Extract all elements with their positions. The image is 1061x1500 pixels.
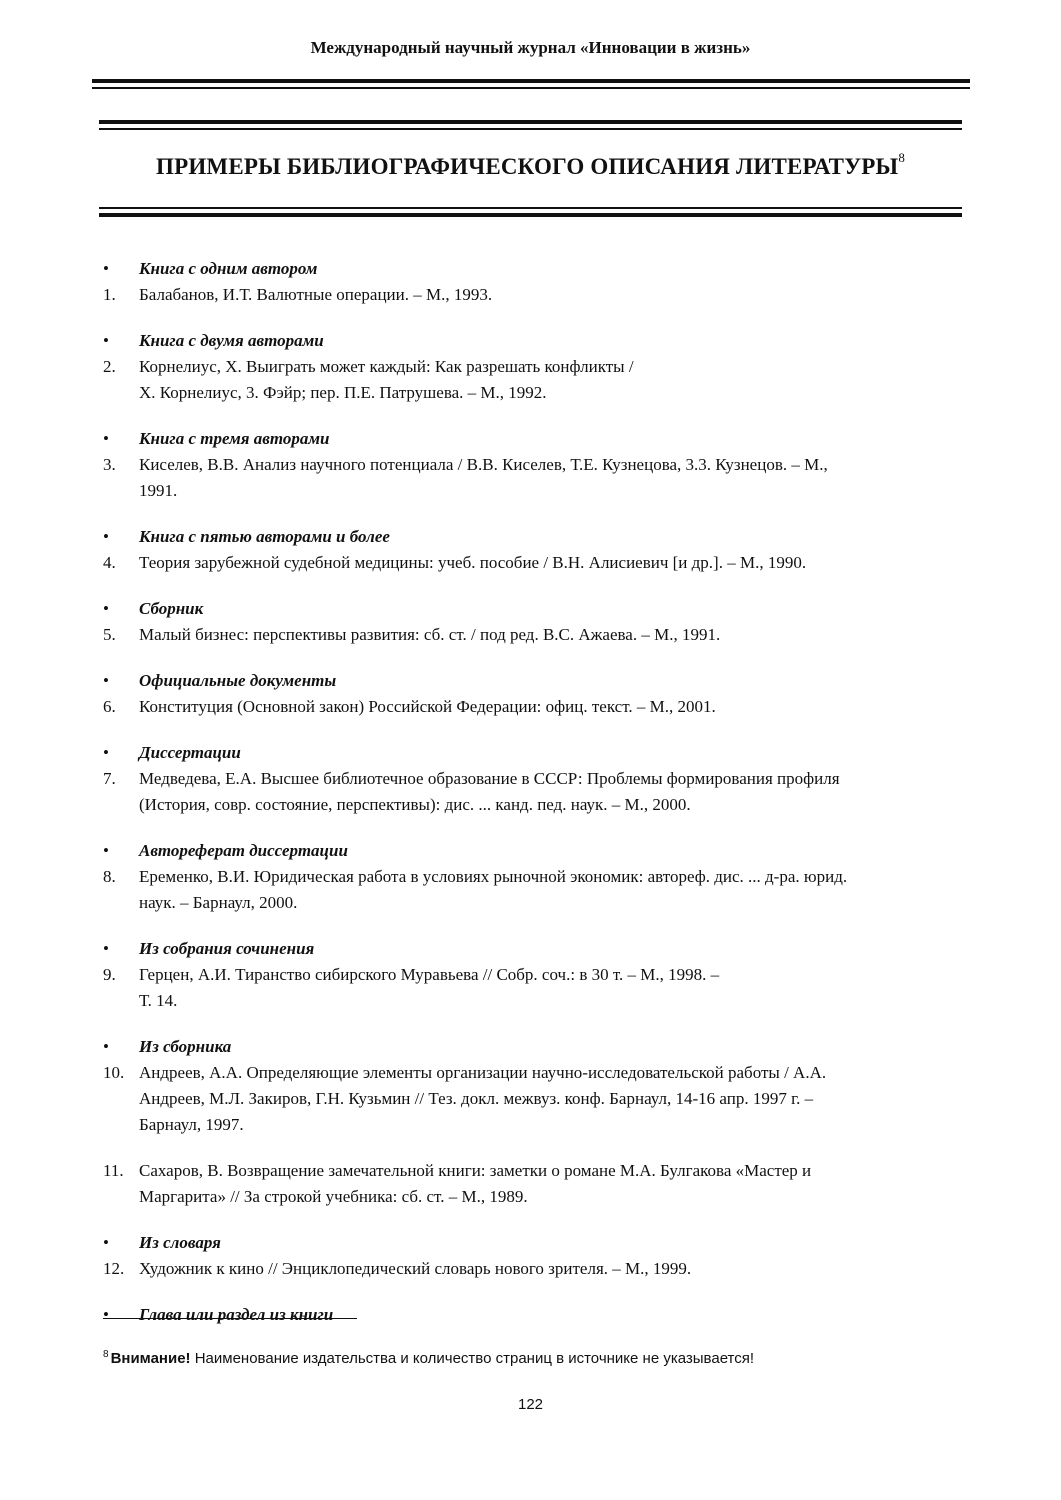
journal-header: Международный научный журнал «Инновации в жизнь» bbox=[310, 38, 751, 57]
section-heading bbox=[103, 328, 973, 354]
bibliography-list bbox=[103, 256, 973, 1348]
entry-line: Балабанов, И.Т. Валютные операции. – М., 1993. bbox=[139, 285, 493, 304]
bibliography-section bbox=[103, 1230, 973, 1282]
section-heading-text: Из собрания сочинения bbox=[139, 939, 315, 958]
section-heading bbox=[103, 838, 973, 864]
section-heading bbox=[103, 1034, 973, 1060]
entry-line: Андреев, М.Л. Закиров, Г.Н. Кузьмин // Тез. докл. межвуз. конф. Барнаул, 14-16 апр. 1997 г. – bbox=[139, 1089, 814, 1108]
entry-line: Конституция (Основной закон) Российской Федерации: офиц. текст. – М., 2001. bbox=[139, 697, 716, 716]
bullet-icon: • bbox=[103, 841, 109, 860]
entry-number: 5. bbox=[103, 625, 116, 644]
entry-line: Герцен, А.И. Тиранство сибирского Муравьева // Собр. соч.: в 30 т. – М., 1998. – bbox=[139, 965, 720, 984]
entry-number: 6. bbox=[103, 697, 116, 716]
section-heading-text: Из сборника bbox=[139, 1037, 232, 1056]
bibliography-entry bbox=[103, 622, 973, 648]
section-heading-text: Из словаря bbox=[139, 1233, 221, 1252]
entry-line: Барнаул, 1997. bbox=[139, 1115, 244, 1134]
entry-line: Малый бизнес: перспективы развития: сб. ст. / под ред. В.С. Ажаева. – М., 1991. bbox=[139, 625, 721, 644]
section-heading-text: Диссертации bbox=[139, 743, 241, 762]
bibliography-entry bbox=[103, 354, 973, 406]
entry-line: Маргарита» // За строкой учебника: сб. ст. – М., 1989. bbox=[139, 1187, 528, 1206]
page-number: 122 bbox=[517, 1396, 544, 1413]
bibliography-section bbox=[103, 740, 973, 818]
entry-line: Андреев, А.А. Определяющие элементы организации научно-исследовательской работы / А.А. bbox=[139, 1063, 827, 1082]
entry-line: Х. Корнелиус, 3. Фэйр; пер. П.Е. Патрушева. – М., 1992. bbox=[139, 383, 547, 402]
bullet-icon: • bbox=[103, 429, 109, 448]
section-heading bbox=[103, 668, 973, 694]
section-heading bbox=[103, 740, 973, 766]
section-heading-text: Глава или раздел из книги bbox=[139, 1305, 334, 1324]
bullet-icon: • bbox=[103, 1233, 109, 1252]
entry-line: Киселев, В.В. Анализ научного потенциала / В.В. Киселев, Т.Е. Кузнецова, 3.3. Кузнецов. – М., bbox=[139, 455, 828, 474]
bibliography-entry bbox=[103, 1256, 973, 1282]
bullet-icon: • bbox=[103, 527, 109, 546]
entry-line: Теория зарубежной судебной медицины: учеб. пособие / В.Н. Алисиевич [и др.]. – М., 1990. bbox=[139, 553, 807, 572]
footnote-bold: Внимание! bbox=[110, 1350, 191, 1367]
section-heading bbox=[103, 256, 973, 282]
bullet-icon: • bbox=[103, 331, 109, 350]
entry-line: Еременко, В.И. Юридическая работа в условиях рыночной экономик: автореф. дис. ... д-ра. юрид. bbox=[139, 867, 848, 886]
entry-number: 3. bbox=[103, 455, 116, 474]
footnote bbox=[103, 1349, 963, 1367]
bibliography-section bbox=[103, 1034, 973, 1210]
title-rule-top bbox=[99, 120, 962, 130]
page-title-text: ПРИМЕРЫ БИБЛИОГРАФИЧЕСКОГО ОПИСАНИЯ ЛИТЕРАТУРЫ bbox=[155, 154, 899, 179]
bibliography-section bbox=[103, 524, 973, 576]
bibliography-section bbox=[103, 256, 973, 308]
footnote-text: Наименование издательства и количество страниц в источнике не указывается! bbox=[190, 1350, 755, 1367]
entry-number: 9. bbox=[103, 965, 116, 984]
section-heading bbox=[103, 1302, 973, 1328]
header-rule bbox=[92, 79, 970, 89]
section-heading-text: Автореферат диссертации bbox=[139, 841, 348, 860]
entry-line: Т. 14. bbox=[139, 991, 178, 1010]
page-title bbox=[0, 150, 1061, 180]
entry-number: 7. bbox=[103, 769, 116, 788]
entry-line: Художник к кино // Энциклопедический словарь нового зрителя. – М., 1999. bbox=[139, 1259, 692, 1278]
section-heading bbox=[103, 426, 973, 452]
bullet-icon: • bbox=[103, 259, 109, 278]
section-heading-text: Книга с пятью авторами и более bbox=[139, 527, 390, 546]
bullet-icon: • bbox=[103, 939, 109, 958]
bibliography-section bbox=[103, 426, 973, 504]
entry-line: наук. – Барнаул, 2000. bbox=[139, 893, 298, 912]
entry-number: 10. bbox=[103, 1063, 125, 1082]
bibliography-entry bbox=[103, 694, 973, 720]
section-heading-text: Официальные документы bbox=[139, 671, 337, 690]
entry-line: 1991. bbox=[139, 481, 178, 500]
section-heading-text: Книга с двумя авторами bbox=[139, 331, 324, 350]
bibliography-entry bbox=[103, 864, 973, 916]
section-heading-text: Сборник bbox=[139, 599, 204, 618]
bullet-icon: • bbox=[103, 671, 109, 690]
bibliography-entry bbox=[103, 550, 973, 576]
section-heading bbox=[103, 936, 973, 962]
bibliography-entry bbox=[103, 452, 973, 504]
section-heading bbox=[103, 596, 973, 622]
bullet-icon: • bbox=[103, 743, 109, 762]
footnote-separator bbox=[103, 1318, 357, 1319]
bibliography-section bbox=[103, 328, 973, 406]
footnote-mark: 8 bbox=[103, 1349, 109, 1360]
bibliography-entry bbox=[103, 766, 973, 818]
entry-number: 12. bbox=[103, 1259, 125, 1278]
section-heading bbox=[103, 524, 973, 550]
bullet-icon: • bbox=[103, 1037, 109, 1056]
bullet-icon: • bbox=[103, 1305, 109, 1324]
title-rule-bottom bbox=[99, 207, 962, 217]
entry-number: 4. bbox=[103, 553, 116, 572]
bibliography-section bbox=[103, 1302, 973, 1328]
entry-number: 8. bbox=[103, 867, 116, 886]
entry-line: Сахаров, В. Возвращение замечательной книги: заметки о романе М.А. Булгакова «Мастер и bbox=[139, 1161, 812, 1180]
bibliography-section bbox=[103, 668, 973, 720]
bibliography-entry bbox=[103, 1158, 973, 1210]
section-heading-text: Книга с одним автором bbox=[139, 259, 318, 278]
bibliography-entry bbox=[103, 962, 973, 1014]
title-footnote-mark: 8 bbox=[898, 150, 906, 165]
entry-line: Медведева, Е.А. Высшее библиотечное образование в СССР: Проблемы формирования профиля bbox=[139, 769, 840, 788]
entry-line: Корнелиус, Х. Выиграть может каждый: Как разрешать конфликты / bbox=[139, 357, 634, 376]
entry-number: 2. bbox=[103, 357, 116, 376]
entry-number: 11. bbox=[103, 1161, 124, 1180]
bibliography-section bbox=[103, 936, 973, 1014]
entry-line: (История, совр. состояние, перспективы): дис. ... канд. пед. наук. – М., 2000. bbox=[139, 795, 691, 814]
section-heading bbox=[103, 1230, 973, 1256]
bibliography-entry bbox=[103, 282, 973, 308]
bibliography-entry bbox=[103, 1060, 973, 1138]
section-heading-text: Книга с тремя авторами bbox=[139, 429, 330, 448]
bullet-icon: • bbox=[103, 599, 109, 618]
bibliography-section bbox=[103, 838, 973, 916]
entry-number: 1. bbox=[103, 285, 116, 304]
bibliography-section bbox=[103, 596, 973, 648]
